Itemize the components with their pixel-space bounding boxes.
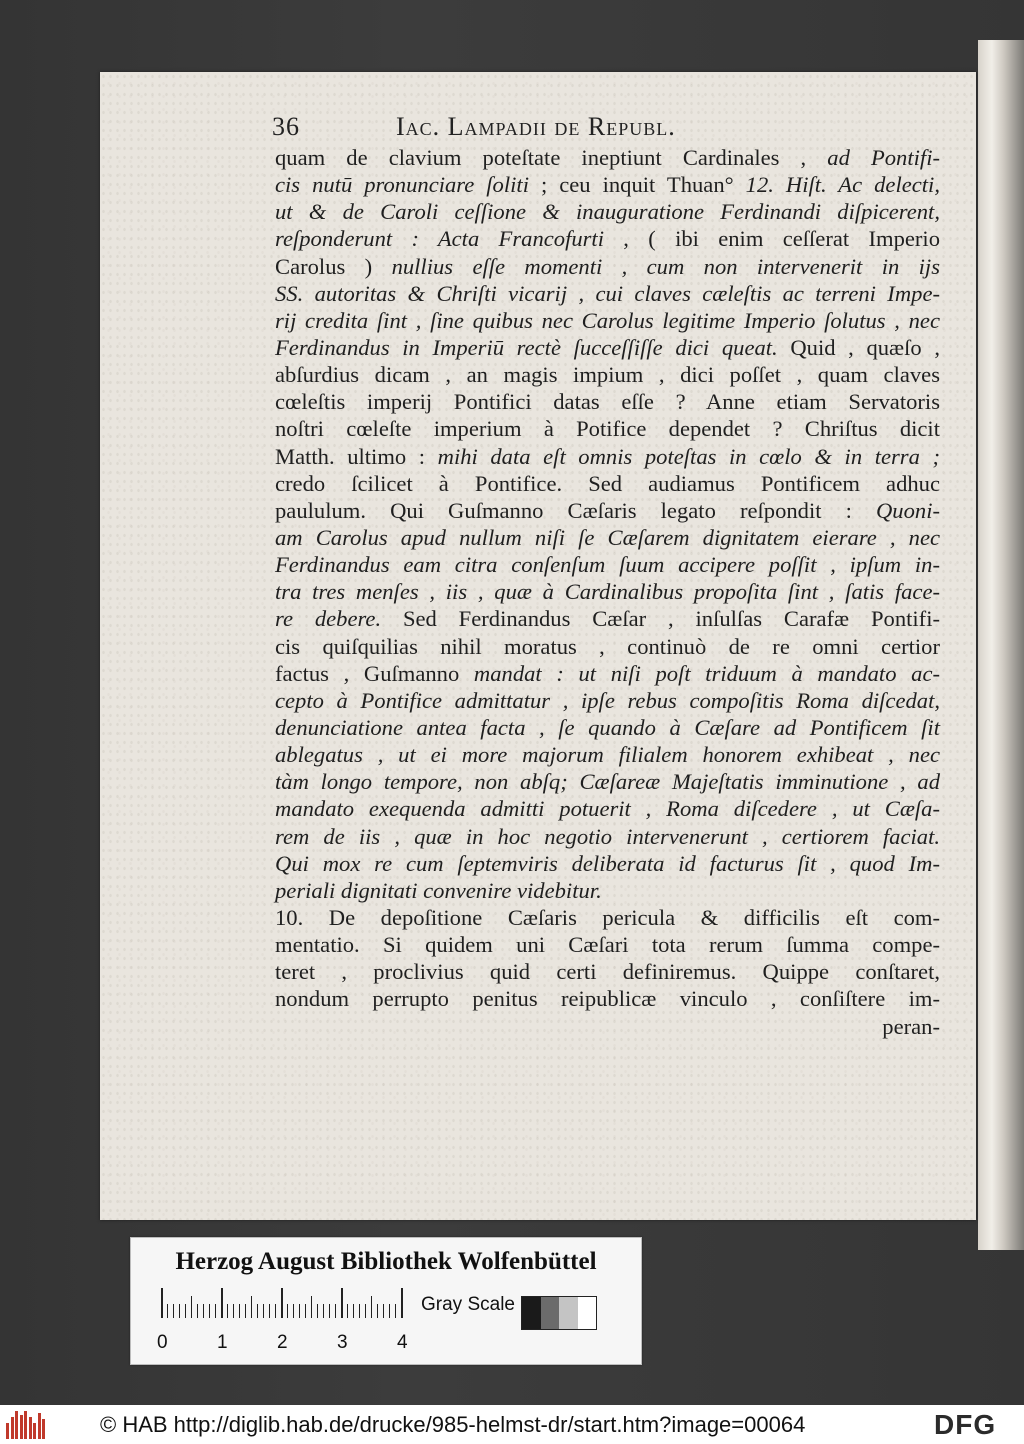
italic-text-segment: reſponderunt : Acta Francofurti <box>275 226 604 252</box>
gray-swatch <box>578 1297 597 1329</box>
text-line <box>275 687 940 714</box>
ruler-tick <box>245 1304 246 1318</box>
text-segment: Quid , quæſo , <box>777 334 940 360</box>
body-text <box>275 144 940 1040</box>
ruler-tick <box>347 1304 348 1318</box>
catchword: peran- <box>882 1013 940 1039</box>
ruler-numbers <box>157 1332 417 1356</box>
ruler-tick <box>401 1288 403 1318</box>
ruler-tick <box>281 1288 283 1318</box>
text-line <box>275 931 940 958</box>
logo-bar <box>29 1417 32 1439</box>
ruler-tick <box>329 1304 330 1318</box>
text-line <box>275 633 940 660</box>
text-segment: teret , proclivius quid certi definiremus. Quippe conſtaret, <box>275 959 940 985</box>
hab-logo-icon <box>6 1411 46 1439</box>
italic-text-segment: ablegatus , ut ei more majorum filialem honorem exhibeat , nec <box>275 742 940 768</box>
text-segment: Carolus ) <box>275 253 392 279</box>
italic-text-segment: mandato exequenda admitti potuerit , Roma diſcedere , ut Cæſa- <box>275 796 940 822</box>
italic-text-segment: ut & de Caroli ceſſione & inauguratione Ferdinandi diſpicerent, <box>275 199 940 225</box>
ruler-tick <box>173 1304 174 1318</box>
ruler-tick <box>263 1304 264 1318</box>
text-line <box>275 741 940 768</box>
text-line <box>275 795 940 822</box>
ruler-tick <box>251 1296 252 1318</box>
text-line <box>275 823 940 850</box>
ruler-number: 4 <box>397 1332 408 1353</box>
ruler-tick <box>257 1304 258 1318</box>
text-line <box>275 225 940 252</box>
ruler-tick <box>365 1304 366 1318</box>
italic-text-segment: Ferdinandus in Imperiū rectè ſucceſſiſſe dici queat. <box>275 334 778 360</box>
italic-text-segment: periali dignitati convenire videbitur. <box>275 877 602 903</box>
text-line <box>275 524 940 551</box>
text-line <box>275 171 940 198</box>
ruler-tick <box>353 1304 354 1318</box>
text-line <box>275 768 940 795</box>
ruler-tick <box>227 1304 228 1318</box>
page-header <box>272 112 872 142</box>
text-segment: Sed Ferdinandus Cæſar , inſulſas Carafæ Pontifi- <box>381 606 940 632</box>
gray-scale-label: Gray Scale <box>421 1294 515 1315</box>
italic-text-segment: Qui mox re cum ſeptemviris deliberata id facturus ſit , quod Im- <box>275 850 940 876</box>
italic-text-segment: rij credita ſint , ſine quibus nec Carolus legitime Imperio ſolutus , nec <box>275 307 940 333</box>
text-line <box>275 334 940 361</box>
ruler-tick <box>269 1304 270 1318</box>
text-line <box>275 714 940 741</box>
text-segment: mentatio. Si quidem uni Cæſari tota rerum ſumma compe- <box>275 932 940 958</box>
ruler-tick <box>275 1304 276 1318</box>
ruler-tick <box>389 1304 390 1318</box>
italic-text-segment: ad Pontifi- <box>827 145 940 170</box>
ruler-tick <box>209 1304 210 1318</box>
ruler-scale <box>161 1294 405 1328</box>
ruler-tick <box>293 1304 294 1318</box>
text-segment: abſurdius dicam , an magis impium , dici poſſet , quam claves <box>275 362 940 388</box>
italic-text-segment: denunciatione antea facta , ſe quando à Cæſare ad Pontificem ſit <box>275 714 940 740</box>
italic-text-segment: tàm longo tempore, non abſq; Cæſareæ Majeſtatis imminutione , ad <box>275 769 940 795</box>
text-line <box>275 415 940 442</box>
ruler-number: 3 <box>337 1332 348 1353</box>
italic-text-segment: SS. autoritas & Chriſti vicarij , cui claves cæleſtis ac terreni Impe- <box>275 280 940 306</box>
gray-scale-swatches <box>521 1296 597 1330</box>
text-line <box>275 904 940 931</box>
ruler-tick <box>305 1304 306 1318</box>
italic-text-segment: Ferdinandus eam citra conſenſum ſuum accipere poſſit , ipſum in- <box>275 552 940 578</box>
ruler-tick <box>335 1304 336 1318</box>
ruler-tick <box>311 1296 312 1318</box>
ruler-tick <box>371 1296 372 1318</box>
ruler-tick <box>191 1296 192 1318</box>
text-line <box>275 361 940 388</box>
gray-swatch <box>541 1297 560 1329</box>
ruler-tick <box>233 1304 234 1318</box>
text-segment: Matth. ultimo : <box>275 443 438 469</box>
logo-bar <box>6 1423 9 1439</box>
logo-bar <box>20 1415 23 1439</box>
text-line <box>275 144 940 171</box>
text-segment: 10. De depoſitione Cæſaris pericula & difficilis eſt com- <box>275 904 940 930</box>
ruler-number: 0 <box>157 1332 168 1353</box>
italic-text-segment: mihi data eſt omnis poteſtas in cœlo & in terra ; <box>437 443 940 469</box>
text-line <box>275 660 940 687</box>
text-line <box>275 551 940 578</box>
gray-swatch <box>559 1297 578 1329</box>
ruler-number: 1 <box>217 1332 228 1353</box>
logo-bar <box>38 1413 41 1439</box>
italic-text-segment: tra tres menſes , iis , quæ à Cardinalibus propoſita ſint , ſatis face- <box>275 579 940 605</box>
text-line <box>275 307 940 334</box>
ruler-tick <box>287 1304 288 1318</box>
text-line <box>275 198 940 225</box>
footer-bar <box>0 1405 1024 1444</box>
logo-bar <box>11 1417 14 1439</box>
text-segment: cœleſtis imperij Pontifici datas eſſe ? Anne etiam Servatoris <box>275 389 940 415</box>
ruler-tick <box>299 1304 300 1318</box>
ruler-number: 2 <box>277 1332 288 1353</box>
ruler-tick <box>341 1288 343 1318</box>
text-line <box>275 497 940 524</box>
ruler-tick <box>317 1304 318 1318</box>
ruler-tick <box>167 1304 168 1318</box>
text-segment: quam de clavium poteſtate ineptiunt Cardinales , <box>275 145 828 170</box>
text-segment: cis quiſquilias nihil moratus , continuò de re omni certior <box>275 633 940 659</box>
ruler-tick <box>215 1304 216 1318</box>
dfg-logo: DFG <box>934 1409 997 1440</box>
italic-text-segment: mandat : ut niſi poſt triduum à mandato ac- <box>473 660 940 686</box>
ruler-tick <box>179 1304 180 1318</box>
text-segment: nondum perrupto penitus reipublicæ vinculo , conſiſtere im- <box>275 986 940 1012</box>
ruler-tick <box>161 1288 163 1318</box>
logo-bar <box>15 1411 18 1439</box>
text-line <box>275 388 940 415</box>
text-segment: ; ceu inquit Thuan° <box>528 172 746 198</box>
adjacent-page-edge <box>978 40 1024 1250</box>
italic-text-segment: nullius eſſe momenti , cum non intervenerit in ijs <box>391 253 940 279</box>
italic-text-segment: rem de iis , quæ in hoc negotio intervenerunt , certiorem faciat. <box>275 823 940 849</box>
page-number: 36 <box>272 112 300 141</box>
ruler-tick <box>377 1304 378 1318</box>
book-page <box>100 72 976 1220</box>
copyright-link[interactable]: © HAB http://diglib.hab.de/drucke/985-helmst-dr/start.htm?image=00064 <box>100 1412 806 1437</box>
text-line <box>275 253 940 280</box>
text-line <box>275 850 940 877</box>
text-line <box>275 443 940 470</box>
text-line <box>275 877 940 904</box>
gray-swatch <box>522 1297 541 1329</box>
ruler-tick <box>197 1304 198 1318</box>
logo-bar <box>42 1419 45 1439</box>
color-calibration-card <box>130 1237 642 1365</box>
italic-text-segment: re debere. <box>275 606 382 632</box>
logo-bar <box>24 1411 27 1439</box>
text-line <box>275 470 940 497</box>
ruler-tick <box>239 1304 240 1318</box>
text-line <box>275 280 940 307</box>
text-segment: , ( ibi enim ceſſerat Imperio <box>604 226 940 252</box>
italic-text-segment: am Carolus apud nullum niſi ſe Cæſarem dignitatem eierare , nec <box>275 524 940 550</box>
text-line <box>275 605 940 632</box>
ruler-tick <box>323 1304 324 1318</box>
italic-text-segment: cepto à Pontifice admittatur , ipſe rebus compoſitis Roma diſcedat, <box>275 687 940 713</box>
text-segment: credo ſcilicet à Pontifice. Sed audiamus Pontificem adhuc <box>275 470 940 496</box>
ruler-tick <box>359 1304 360 1318</box>
italic-text-segment: Quoni- <box>875 497 940 523</box>
text-line <box>275 958 940 985</box>
italic-text-segment: cis nutū pronunciare ſoliti <box>275 172 529 198</box>
ruler-tick <box>383 1304 384 1318</box>
text-line <box>275 985 940 1012</box>
ruler-tick <box>203 1304 204 1318</box>
logo-bar <box>33 1423 36 1439</box>
italic-text-segment: 12. Hiſt. Ac delecti, <box>745 172 940 198</box>
ruler-tick <box>185 1304 186 1318</box>
library-name: Herzog August Bibliothek Wolfenbüttel <box>175 1248 597 1275</box>
text-segment: paululum. Qui Guſmanno Cæſaris legato reſpondit : <box>275 497 876 523</box>
ruler-tick <box>221 1288 223 1318</box>
text-line <box>275 578 940 605</box>
ruler-tick <box>395 1304 396 1318</box>
text-segment: noſtri cœleſte imperium à Potifice dependet ? Chriſtus dicit <box>275 416 940 442</box>
text-segment: factus , Guſmanno <box>275 660 474 686</box>
running-head: Iac. Lampadii de Republ. <box>396 112 676 141</box>
